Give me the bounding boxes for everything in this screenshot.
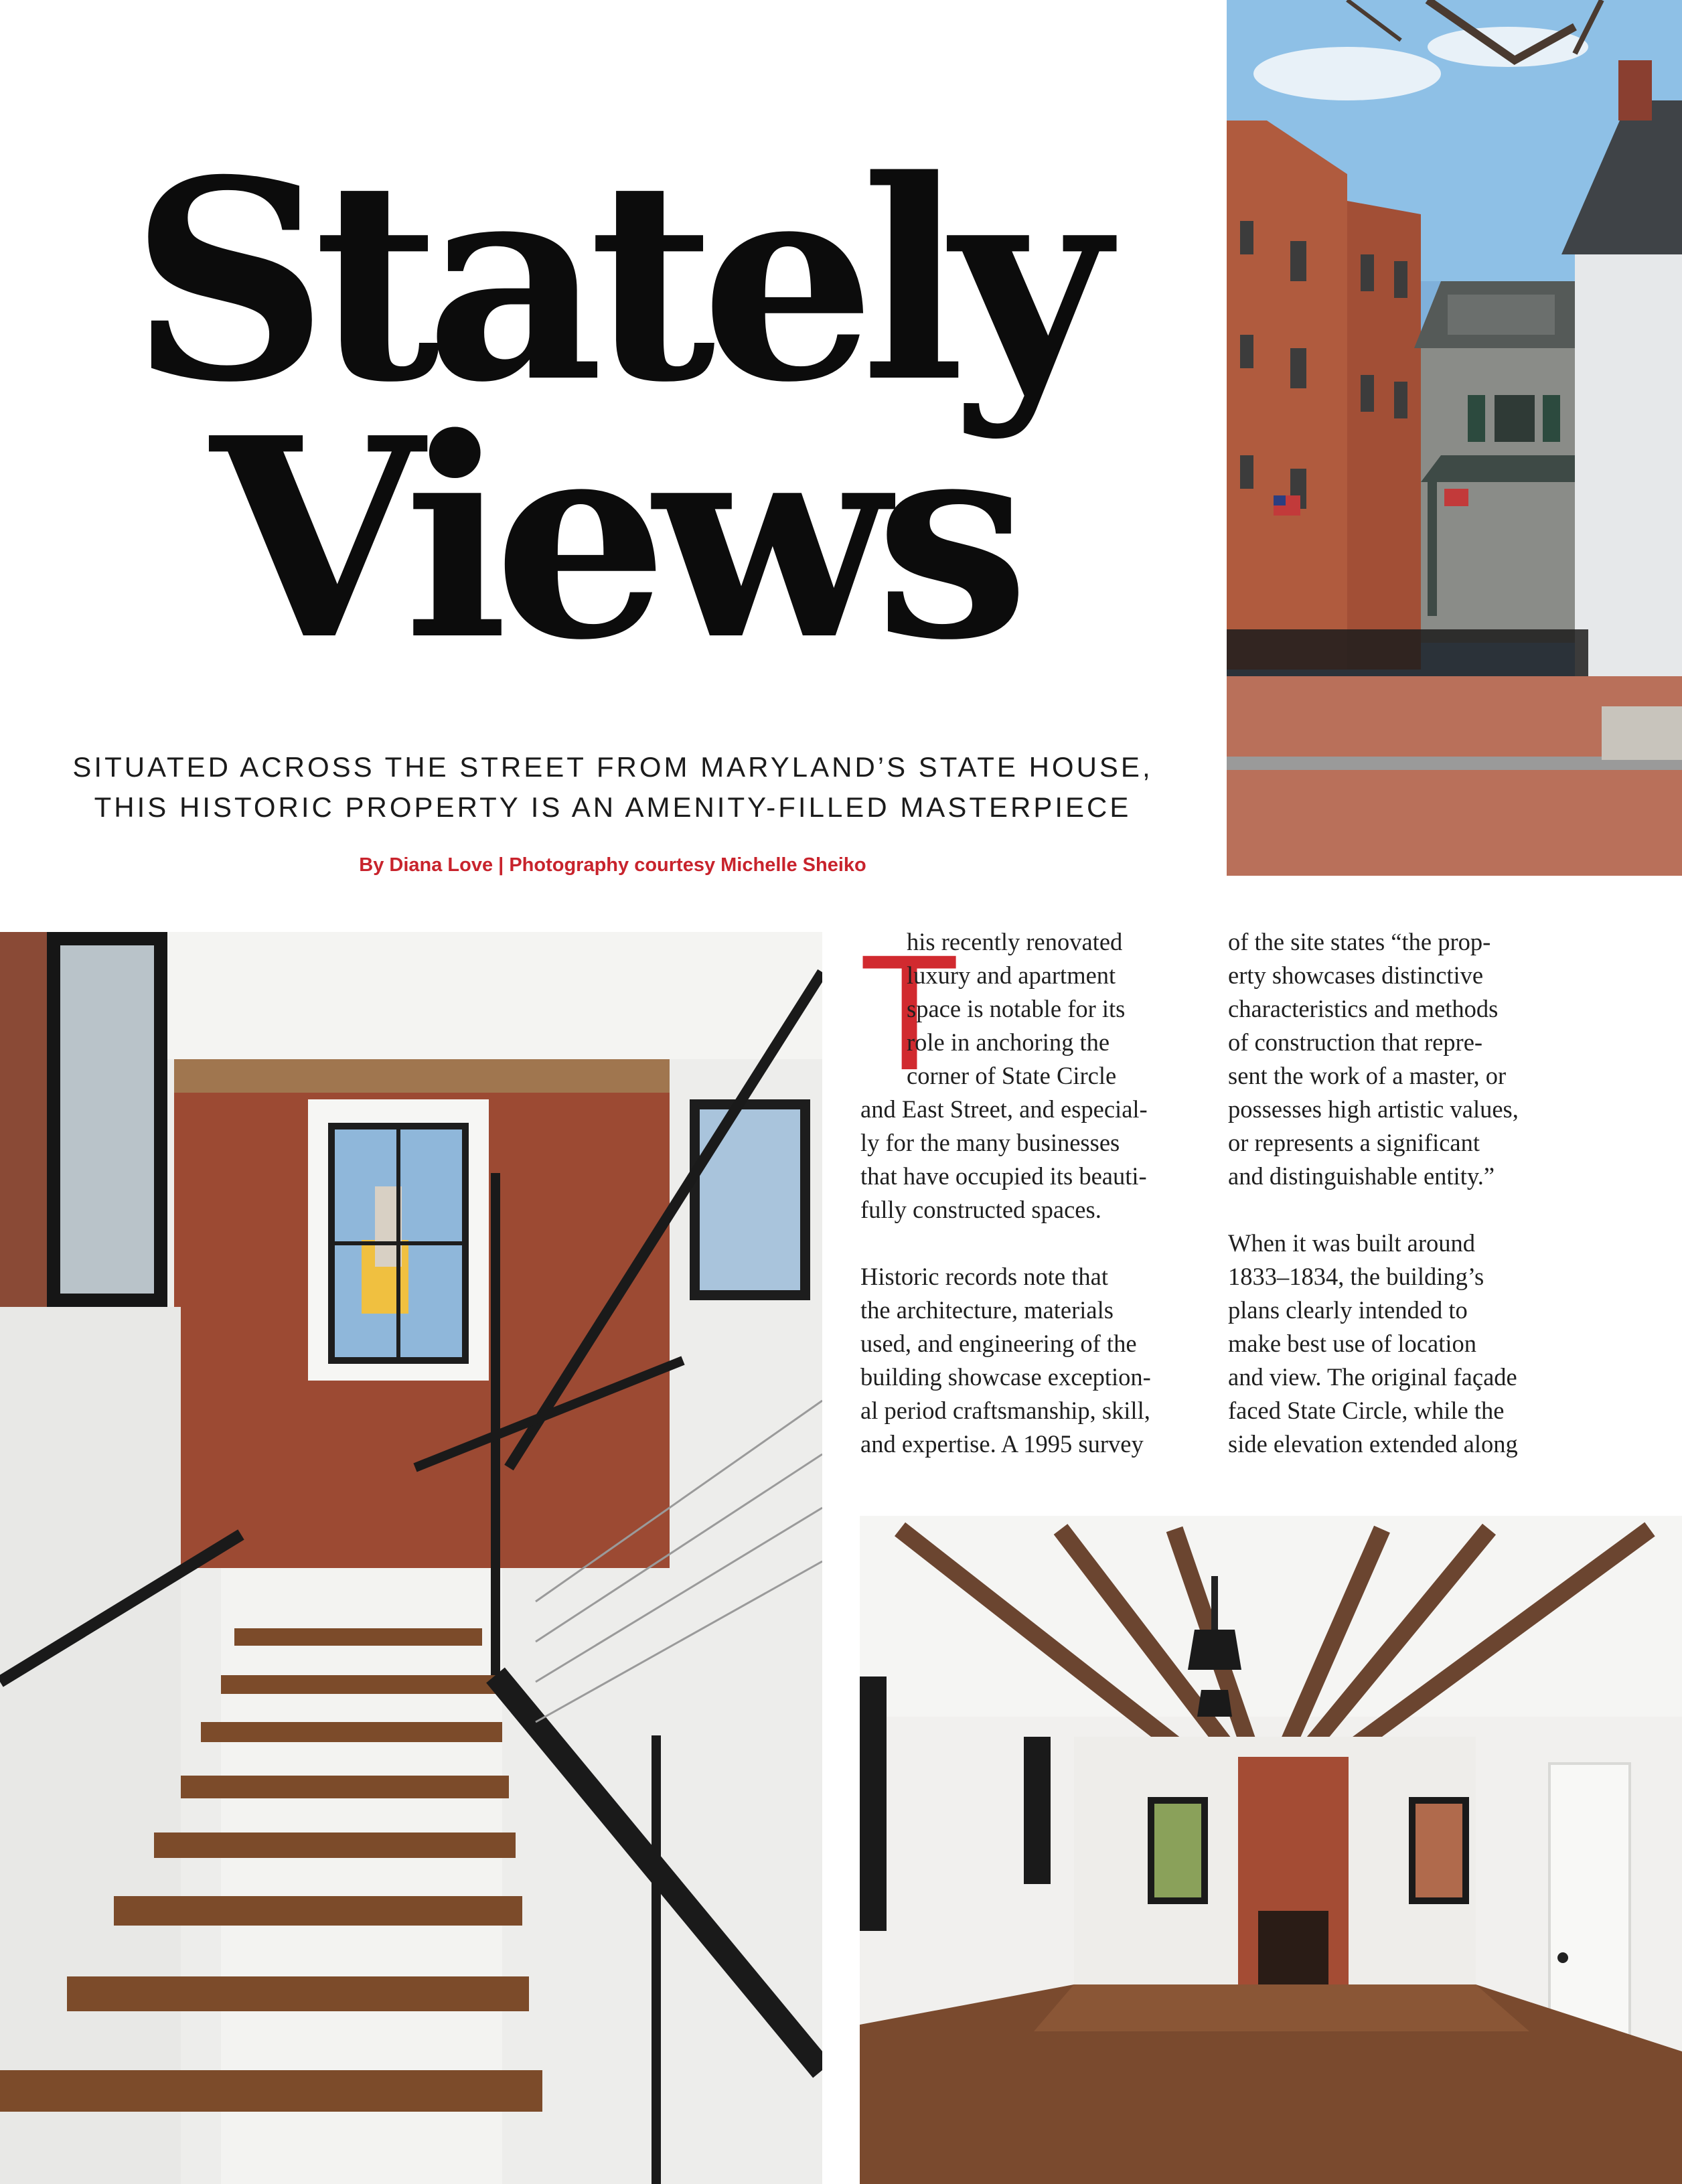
text-line: characteristics and methods <box>1228 995 1499 1022</box>
text-line: ly for the many businesses <box>860 1129 1120 1156</box>
title-line-1: Stately <box>130 120 1095 443</box>
text-line: When it was built around <box>1228 1229 1475 1257</box>
text-line: fully constructed spaces. <box>860 1196 1101 1223</box>
text-line: possesses high artistic values, <box>1228 1095 1519 1123</box>
text-line: that have occupied its beauti- <box>860 1162 1147 1190</box>
text-line: space is notable for its <box>907 995 1126 1022</box>
text-line: corner of State Circle <box>907 1062 1117 1089</box>
text-line: 1833–1834, the building’s <box>1228 1263 1484 1290</box>
drop-cap: T <box>859 921 960 1105</box>
subtitle-line-2: THIS HISTORIC PROPERTY IS AN AMENITY-FILLED MASTERPIECE <box>94 791 1132 823</box>
text-line <box>1228 1193 1603 1227</box>
text-line: plans clearly intended to <box>1228 1296 1468 1324</box>
text-line: and expertise. A 1995 survey <box>860 1430 1144 1458</box>
subtitle-line-1: SITUATED ACROSS THE STREET FROM MARYLAND’S STATE HOUSE, <box>72 751 1153 783</box>
text-line: or represents a significant <box>1228 1129 1480 1156</box>
text-line: make best use of location <box>1228 1330 1476 1357</box>
text-line: the architecture, materials <box>860 1296 1114 1324</box>
text-line: building showcase exception- <box>860 1363 1151 1391</box>
title-line-2: Views <box>210 378 1015 700</box>
article-column-2 <box>1228 925 1603 1461</box>
text-line: faced State Circle, while the <box>1228 1397 1505 1424</box>
staircase-photo <box>0 932 822 2184</box>
text-line: role in anchoring the <box>907 1028 1110 1056</box>
byline: By Diana Love | Photography courtesy Michelle Sheiko <box>359 854 866 876</box>
text-line: Historic records note that <box>860 1263 1108 1290</box>
text-line: used, and engineering of the <box>860 1330 1137 1357</box>
text-line: and distinguishable entity.” <box>1228 1162 1495 1190</box>
text-line <box>860 1227 1202 1260</box>
text-line: of construction that repre- <box>1228 1028 1483 1056</box>
text-line: and East Street, and especial- <box>860 1095 1148 1123</box>
text-line: of the site states “the prop- <box>1228 928 1491 955</box>
text-line: sent the work of a master, or <box>1228 1062 1507 1089</box>
text-line: al period craftsmanship, skill, <box>860 1397 1150 1424</box>
text-line: side elevation extended along <box>1228 1430 1518 1458</box>
street-exterior-photo <box>1227 0 1682 876</box>
article-column-1 <box>859 921 1202 1461</box>
text-line: his recently renovated <box>907 928 1123 955</box>
text-line: luxury and apartment <box>907 961 1116 989</box>
text-line: erty showcases distinctive <box>1228 961 1484 989</box>
text-line: and view. The original façade <box>1228 1363 1517 1391</box>
interior-room-photo <box>860 1516 1682 2184</box>
